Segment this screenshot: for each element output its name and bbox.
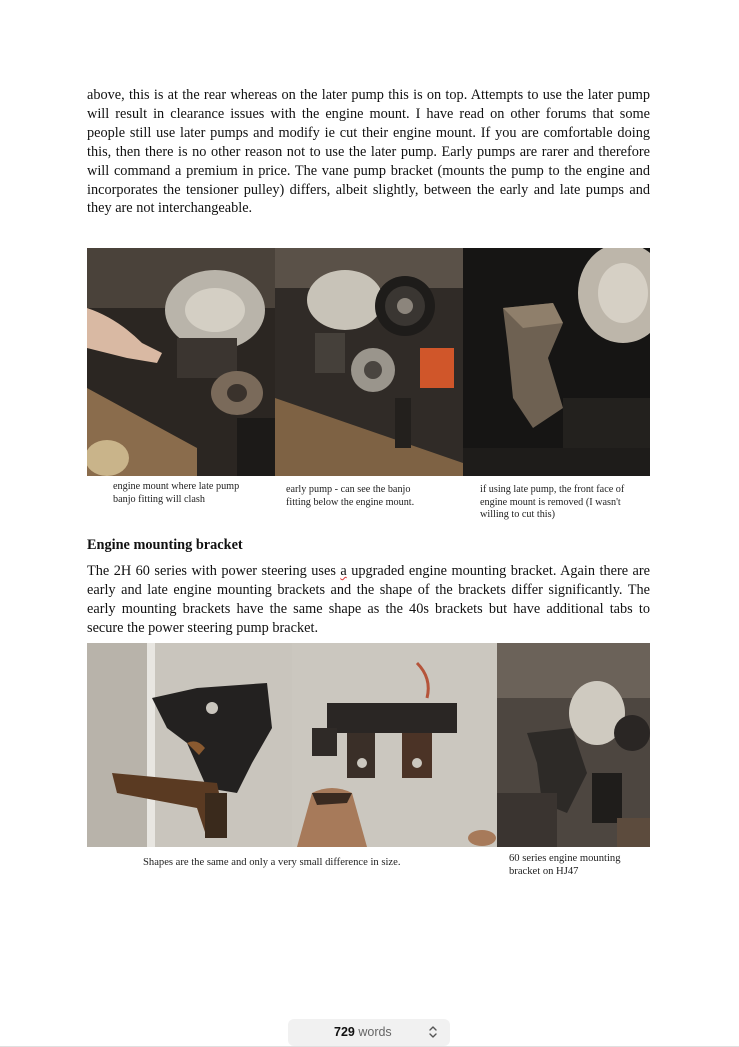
figure2-caption-1: Shapes are the same and only a very small difference in size. xyxy=(143,857,401,868)
engine-photos-figure xyxy=(87,248,650,476)
figure1-caption-1: engine mount where late pump banjo fitting will clash xyxy=(113,481,240,505)
bracket-photos-figure xyxy=(87,643,650,847)
photo-early-pump-banjo xyxy=(275,248,463,476)
word-count-display xyxy=(334,1025,392,1039)
word-count-label: words xyxy=(358,1025,392,1039)
body-paragraph-1: above, this is at the rear whereas on the later pump this is on top. Attempts to use the later pump will result in clearance issues with the engine mount. I have read on other forums that some people still use later pumps and modify ie cut their engine mount. If you are comfortable doing this, then there is no other reason not to use the later pump. Early pumps are rarer and therefore will command a premium in price. The vane pump bracket (mounts the pump to the engine and incorporates the tensioner pulley) differs, albeit slightly, between the early and late pumps and they are not interchangeable. xyxy=(87,87,650,217)
chevron-up-down-icon[interactable] xyxy=(427,1023,439,1041)
body-paragraph-2 xyxy=(87,562,650,638)
figure1-caption-3: if using late pump, the front face of engine mount is removed (I wasn't willing to cut this) xyxy=(480,484,625,521)
photo-bracket-side xyxy=(87,643,292,847)
word-count-bar[interactable] xyxy=(288,1019,450,1046)
spellcheck-flag[interactable]: a xyxy=(340,563,347,579)
paragraph2-text-end: upgraded engine mounting bracket. Again there are early and late engine mounting brackets and the shape of the brackets differ significantly. The early mounting brackets have the same shape as the 40s brackets but have additional tabs to secure the power steering pump bracket. xyxy=(87,563,651,636)
photo-bracket-top xyxy=(292,643,497,847)
photo-engine-mount-hand xyxy=(87,248,275,476)
photo-bracket-on-hj47 xyxy=(497,643,650,847)
section-heading: Engine mounting bracket xyxy=(87,537,243,553)
paragraph2-text-start: The 2H 60 series with power steering uses xyxy=(87,563,341,579)
word-count-number: 729 xyxy=(334,1025,355,1039)
photo-front-face-removed xyxy=(463,248,650,476)
figure2-caption-2: 60 series engine mounting bracket on HJ47 xyxy=(509,853,621,877)
figure1-caption-2: early pump - can see the banjo fitting below the engine mount. xyxy=(286,484,415,508)
